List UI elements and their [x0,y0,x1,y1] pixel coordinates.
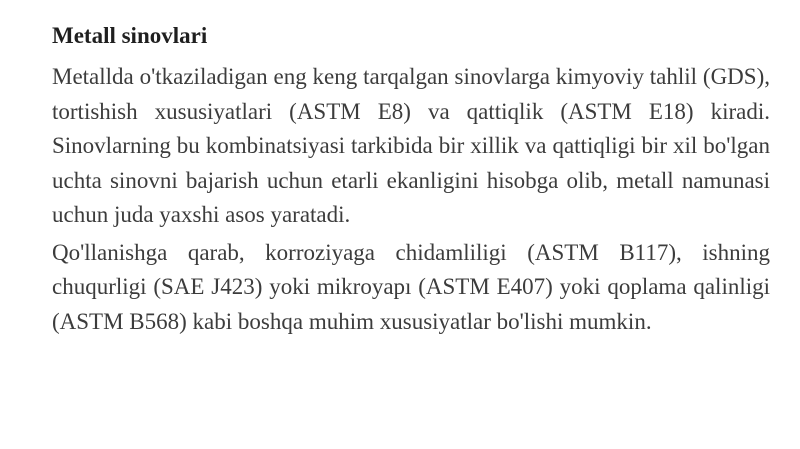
paragraph-metal-tests: Metallda o'tkaziladigan eng keng tarqalgan sinovlarga kimyoviy tahlil (GDS), tortishish xususiyatlari (ASTM E8) va qattiqlik (ASTM E18) kiradi. Sinovlarning bu kombinatsiyasi tarkibida bir xillik va qattiqligi bir xil bo'lgan uchta sinovni bajarish uchun etarli ekanligini hisobga olib, metall namunasi uchun juda yaxshi asos yaratadi. [52,64,770,227]
section-heading: Metall sinovlari [52,23,208,48]
paragraph-other-properties: Qo'llanishga qarab, korroziyaga chidamliligi (ASTM B117), ishning chuqurligi (SAE J423) yoki mikroyapı (ASTM E407) yoki qoplama qalinligi (ASTM B568) kabi boshqa muhim xususiyatlar bo'lishi mumkin. [52,239,770,334]
